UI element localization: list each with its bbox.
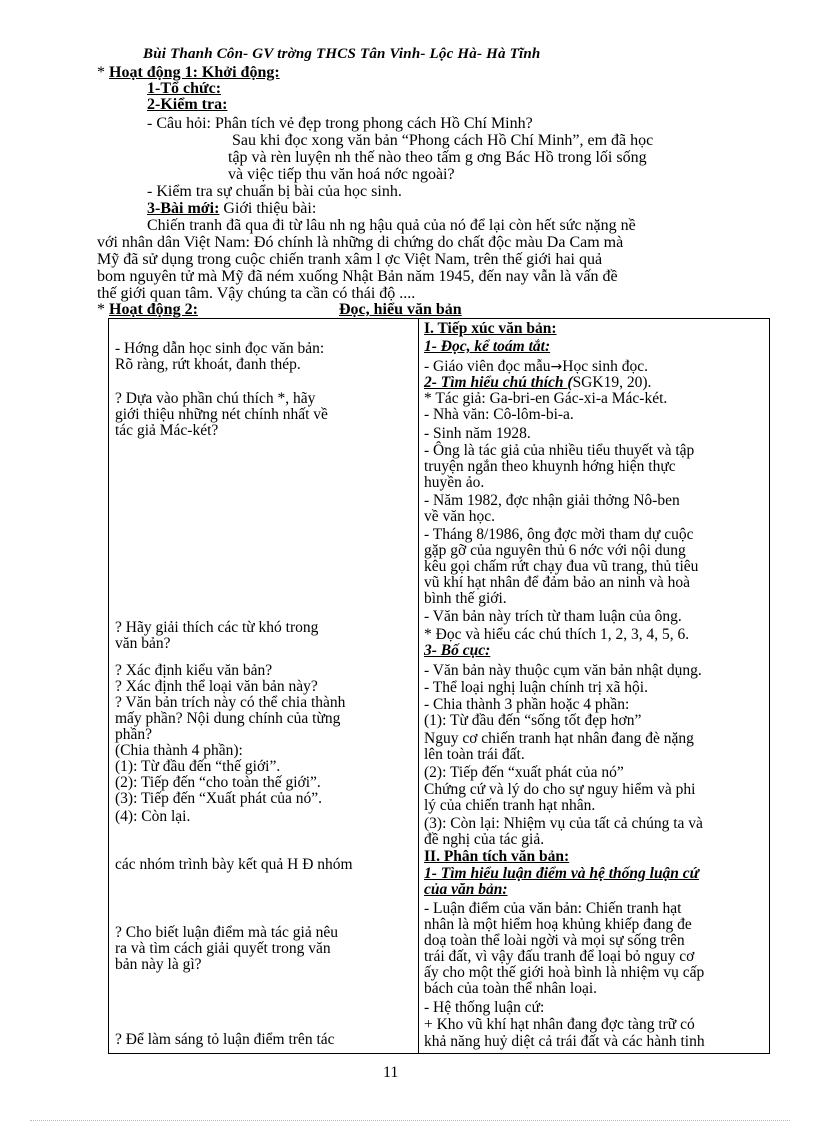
right-line-r8: về văn học. [424, 508, 496, 525]
right-line-r21: lên toàn trái đất. [424, 746, 525, 763]
page-header: Bùi Thanh Côn- GV trờng THCS Tân Vinh- Lộc Hà- Hà Tĩnh [143, 46, 541, 62]
star-marker: * [97, 301, 109, 318]
right-line-r7: - Năm 1982, đợc nhận giải thởng Nô-ben [424, 492, 680, 509]
left-line-12: phần? [115, 726, 153, 743]
subsection-2-1-heading-line-2: của văn bản: [424, 881, 508, 898]
right-line-r31: ấy cho một thế giới hoà bình là nhiệm vụ cấp [424, 964, 705, 981]
right-line-r33: - Hệ thống luận cứ: [424, 999, 545, 1016]
section-2-heading: II. Phân tích văn bản: [424, 848, 570, 865]
activity-2-title: Hoạt động 2: [109, 301, 198, 318]
right-line-r4: - Ông là tác giả của nhiều tiểu thuyết và tập [424, 442, 695, 459]
right-line-r23: Chứng cứ và lý do cho sự nguy hiểm và phi [424, 781, 696, 798]
intro-paragraph-line-5: thế giới quan tâm. Vậy chúng ta cần có thái độ .... [97, 285, 416, 302]
intro-paragraph-line-3: Mỹ đã sử dụng trong cuộc chiến tranh xâm l ợc Việt Nam, trên thế giới hai quả [97, 251, 603, 268]
student-activity-column [419, 319, 770, 1054]
right-line-r24: lý của chiến tranh hạt nhân. [424, 797, 596, 814]
organize-heading: 1-Tổ chức: [147, 80, 222, 97]
activity-2-heading [97, 302, 198, 318]
right-line-r22: (2): Tiếp đến “xuất phát của nó” [424, 764, 624, 781]
reading-instruction [424, 359, 648, 375]
right-line-r9: - Tháng 8/1986, ông đợc mời tham dự cuộc [424, 526, 694, 543]
right-line-r16: - Văn bản này thuộc cụm văn bản nhật dụng. [424, 662, 702, 679]
left-line-19: ? Cho biết luận điểm mà tác giả nêu [115, 924, 338, 941]
left-line-21: bản này là gì? [115, 956, 202, 973]
footer-divider [30, 1120, 790, 1121]
right-line-r28: nhân là một hiểm hoạ khủng khiếp đang đe [424, 916, 692, 933]
right-line-r27: - Luận điểm của văn bản: Chiến tranh hạt [424, 900, 682, 917]
new-lesson-heading [147, 201, 316, 217]
right-line-r15: * Đọc và hiểu các chú thích 1, 2, 3, 4, 5, 6. [424, 626, 690, 643]
lesson-table [108, 318, 770, 1054]
left-line-6: ? Hãy giải thích các từ khó trong [115, 619, 319, 636]
subsection-2-1-heading-line-1: 1- Tìm hiểu luận điểm và hệ thống luận cứ [424, 865, 699, 882]
intro-paragraph-line-4: bom nguyên tử mà Mỹ đã ném xuống Nhật Bản năm 1945, đến nay vẫn là vấn đề [97, 268, 618, 285]
check-preparation: - Kiểm tra sự chuẩn bị bài của học sinh. [147, 183, 402, 200]
student-reads: Học sinh đọc. [562, 358, 648, 375]
left-line-22: ? Để làm sáng tỏ luận điểm trên tác [115, 1031, 335, 1048]
question-2-line-2: tập và rèn luyện nh thế nào theo tấm g ơng Bác Hồ trong lối sống [228, 149, 647, 166]
left-line-1: - Hớng dẫn học sinh đọc văn bản: [115, 340, 325, 357]
subsection-1-2-ref: SGK19, 20). [572, 374, 652, 391]
right-line-r32: bách của toàn thể nhân loại. [424, 980, 598, 997]
intro-paragraph-line-2: với nhân dân Việt Nam: Đó chính là những di chứng do chất độc màu Da Cam mà [97, 234, 624, 251]
page-number: 11 [383, 1064, 399, 1081]
left-line-16: (3): Tiếp đến “Xuất phát của nó”. [115, 790, 323, 807]
left-line-11: mấy phần? Nội dung chính của từng [115, 710, 341, 727]
right-line-r10: gặp gỡ của nguyên thủ 6 nớc với nội dung [424, 542, 686, 559]
right-line-r19: (1): Từ đầu đến “sống tốt đẹp hơn” [424, 712, 642, 729]
subsection-1-2-title: 2- Tìm hiểu chú thích ( [424, 374, 573, 391]
left-line-4: giới thiệu những nét chính nhất về [115, 406, 328, 423]
question-2-line-1: Sau khi đọc xong văn bản “Phong cách Hồ Chí Minh”, em đã học [232, 132, 654, 149]
right-line-r1: * Tác giả: Ga-bri-en Gác-xi-a Mác-két. [424, 390, 668, 407]
right-line-r14: - Văn bản này trích từ tham luận của ông. [424, 608, 682, 625]
star-marker: * [97, 64, 109, 81]
new-lesson-title: 3-Bài mới: [147, 200, 220, 217]
right-line-r29: doạ toàn thể loài ngời và mọi sự sống trên [424, 932, 685, 949]
right-line-r34: + Kho vũ khí hạt nhân đang đợc tàng trữ có [424, 1016, 695, 1033]
right-line-r35: khả năng huỷ diệt cả trái đất và các hành tinh [424, 1033, 705, 1050]
left-line-5: tác giả Mác-két? [115, 422, 219, 439]
activity-1-heading [97, 65, 280, 81]
right-line-r13: bình thế giới. [424, 590, 507, 607]
right-line-r5: truyện ngắn theo khuynh hớng hiện thực [424, 458, 676, 475]
right-line-r25: (3): Còn lại: Nhiệm vụ của tất cả chúng ta và [424, 815, 703, 832]
question-1: - Câu hỏi: Phân tích vẻ đẹp trong phong cách Hồ Chí Minh? [147, 115, 533, 132]
right-line-r18: - Chia thành 3 phần hoặc 4 phần: [424, 696, 630, 713]
arrow-right-icon: → [550, 359, 563, 375]
left-line-10: ? Văn bản trích này có thể chia thành [115, 694, 346, 711]
subsection-1-2-heading [424, 375, 651, 391]
right-line-r26: đề nghị của tác giả. [424, 831, 545, 848]
left-line-20: ra và tìm cách giải quyết trong văn [115, 940, 331, 957]
intro-paragraph-line-1: Chiến tranh đã qua đi từ lâu nh ng hậu quả của nó để lại còn hết sức nặng nề [147, 217, 636, 234]
right-line-r3: - Sinh năm 1928. [424, 425, 531, 442]
left-line-14: (1): Từ đầu đến “thế giới”. [115, 758, 281, 775]
check-heading: 2-Kiểm tra: [147, 96, 228, 113]
right-line-r30: trái đất, vì vậy đấu tranh để loại bỏ nguy cơ [424, 948, 695, 965]
teacher-reads: - Giáo viên đọc mẫu [424, 358, 551, 375]
right-line-r12: vũ khí hạt nhân để đảm bảo an ninh và hoà [424, 574, 691, 591]
subsection-1-1-heading: 1- Đọc, kể toám tắt: [424, 338, 551, 355]
section-1-heading: I. Tiếp xúc văn bản: [424, 320, 557, 337]
left-line-13: (Chia thành 4 phần): [115, 742, 243, 759]
right-line-r20: Nguy cơ chiến tranh hạt nhân đang đè nặng [424, 730, 694, 747]
activity-1-title: Hoạt động 1: Khởi động: [109, 64, 280, 81]
right-line-r6: huyền ảo. [424, 474, 485, 491]
left-line-8: ? Xác định kiểu văn bản? [115, 662, 273, 679]
right-line-r2: - Nhà văn: Cô-lôm-bi-a. [424, 406, 574, 423]
left-line-2: Rõ ràng, rứt khoát, đanh thép. [115, 356, 301, 373]
left-line-18: các nhóm trình bày kết quả H Đ nhóm [115, 856, 353, 873]
right-line-r11: kêu gọi chấm rứt chạy đua vũ trang, thủ tiêu [424, 558, 699, 575]
subsection-1-3-heading: 3- Bố cục: [424, 642, 491, 659]
teacher-activity-column [109, 319, 419, 1054]
left-line-15: (2): Tiếp đến “cho toàn thế giới”. [115, 774, 321, 791]
left-line-17: (4): Còn lại. [115, 808, 191, 825]
right-line-r17: - Thể loại nghị luận chính trị xã hội. [424, 679, 648, 696]
new-lesson-subtitle: Giới thiệu bài: [219, 200, 317, 217]
left-line-9: ? Xác định thể loại văn bản này? [115, 678, 318, 695]
question-2-line-3: và việc tiếp thu văn hoá nớc ngoài? [228, 166, 455, 183]
left-line-7: văn bản? [115, 635, 171, 652]
left-line-3: ? Dựa vào phần chú thích *, hãy [115, 390, 316, 407]
activity-2-right-title: Đọc, hiểu văn bản [339, 301, 462, 318]
